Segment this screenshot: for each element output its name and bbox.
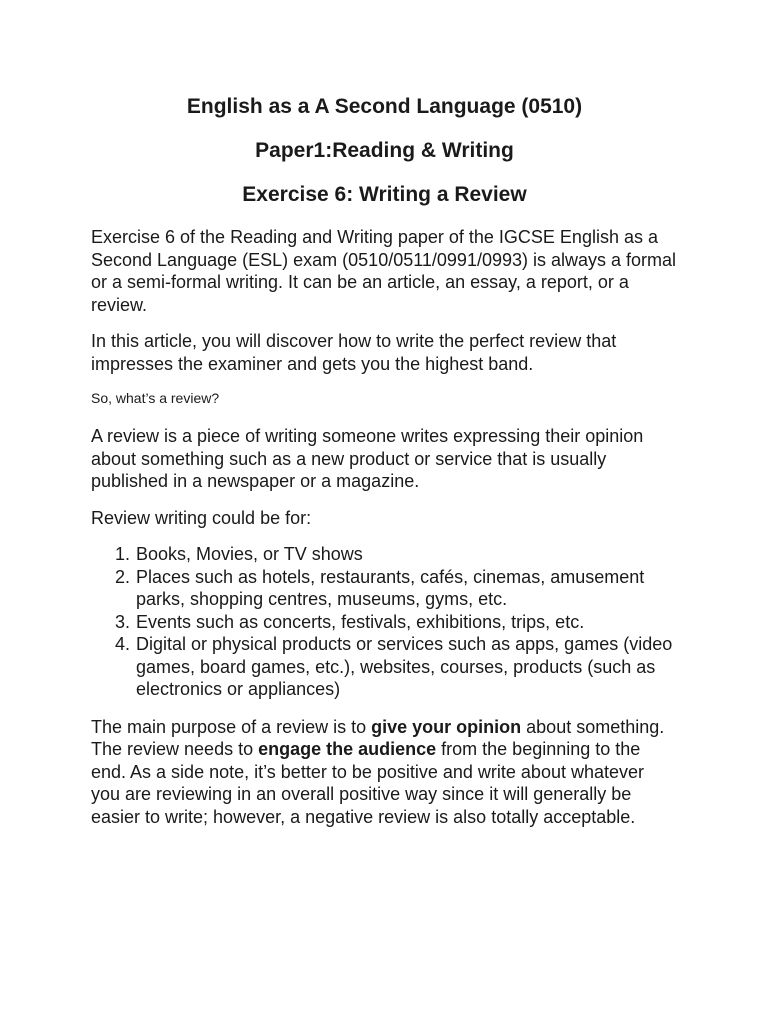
purpose-text-1: The main purpose of a review is to <box>91 716 372 737</box>
discover-paragraph: In this article, you will discover how to write the perfect review that impresses the examiner and gets you the highest band. <box>91 331 617 374</box>
purpose-bold-engage-audience: engage the audience <box>258 739 437 759</box>
document-title: English as a A Second Language (0510) <box>186 95 583 118</box>
definition-paragraph: A review is a piece of writing someone writes expressing their opinion about something such as a new product or service that is usually published in a newspaper or a magazine. <box>91 426 644 491</box>
paper-subtitle: Paper1:Reading & Writing <box>255 139 514 162</box>
purpose-text-2: about something. The review needs to <box>91 716 665 759</box>
list-item: 4. Digital or physical products or services such as apps, games (video games, board games, etc.), websites, courses, products (such as electronics or appliances) <box>135 633 678 701</box>
review-types-list <box>91 543 678 701</box>
purpose-paragraph <box>91 716 678 829</box>
review-question: So, what’s a review? <box>91 390 220 406</box>
list-intro: Review writing could be for: <box>91 507 312 528</box>
list-item: 2. Places such as hotels, restaurants, cafés, cinemas, amusement parks, shopping centres, museums, gyms, etc. <box>135 566 678 611</box>
list-item: 1. Books, Movies, or TV shows <box>135 543 678 566</box>
purpose-text-3: from the beginning to the end. As a side note, it’s better to be positive and write about whatever you are reviewing in an overall positive way since it will generally be easier to write; however, a negative review is also totally acceptable. <box>91 739 645 827</box>
purpose-bold-give-opinion: give your opinion <box>371 716 522 737</box>
intro-paragraph: Exercise 6 of the Reading and Writing paper of the IGCSE English as a Second Language (ESL) exam (0510/0511/0991/0993) is always a formal or a semi-formal writing. It can be an article, an essay, a report, or a review. <box>91 227 677 315</box>
list-item: 3. Events such as concerts, festivals, exhibitions, trips, etc. <box>135 611 678 634</box>
exercise-heading: Exercise 6: Writing a Review <box>242 183 527 206</box>
